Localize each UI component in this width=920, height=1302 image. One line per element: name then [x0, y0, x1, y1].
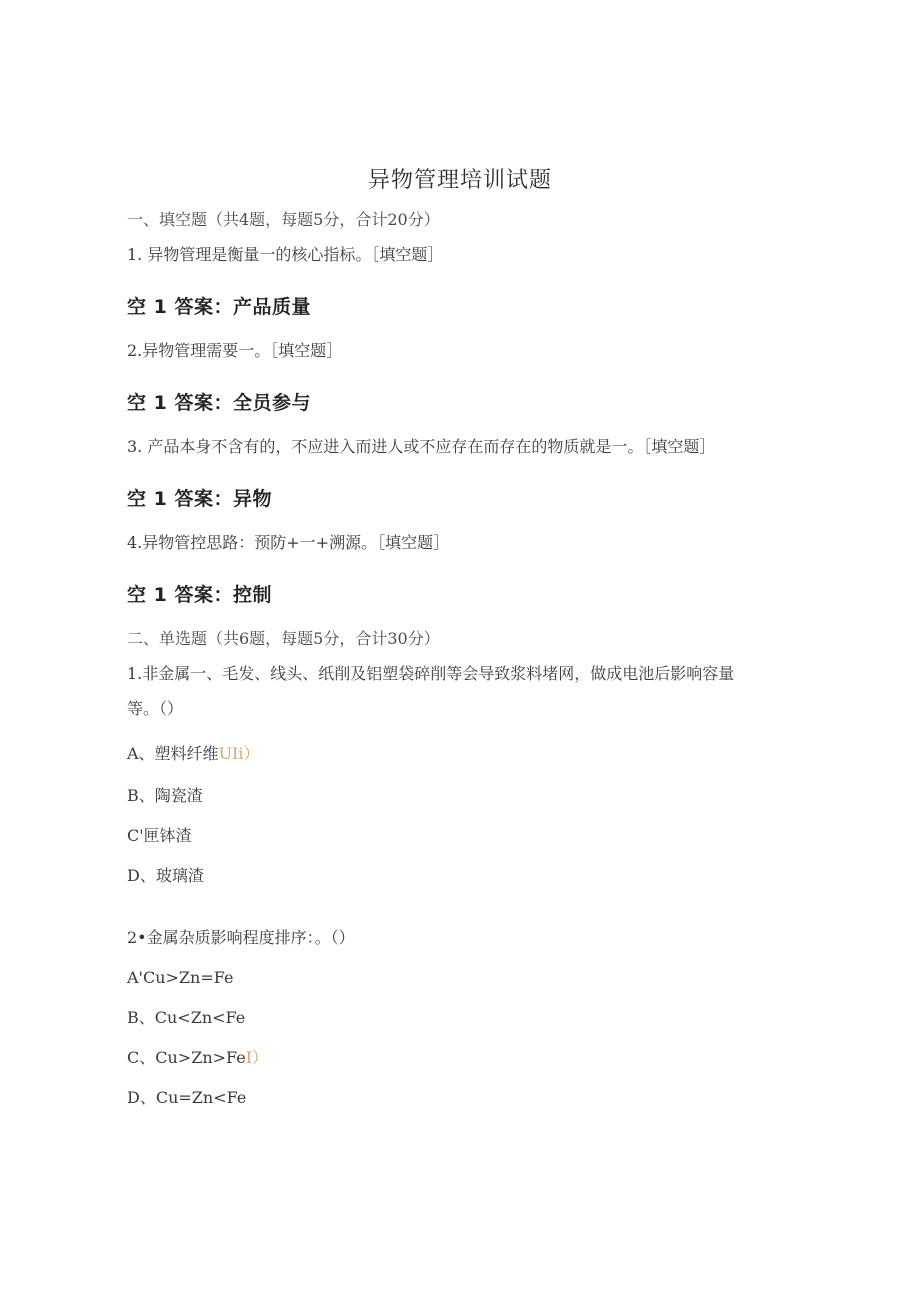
fill-answer-4: 空 1 答案：控制	[127, 584, 272, 606]
option-text: A'Cu>Zn=Fe	[127, 968, 234, 987]
option-text: C、Cu>Zn>Fe	[127, 1048, 246, 1067]
option-text: D、玻璃渣	[127, 866, 204, 885]
choice-2-option-a[interactable]	[127, 968, 233, 987]
option-text: A、塑料纤维	[127, 744, 219, 763]
fill-question-2: 2.异物管理需要一。［填空题］	[127, 341, 343, 360]
fill-question-1: 1. 异物管理是衡量一的核心指标。［填空题］	[127, 245, 444, 264]
choice-1-option-b[interactable]	[127, 783, 203, 806]
section-heading-single-choice: 二、单选题（共6题，每题5分，合计30分）	[127, 629, 440, 648]
option-stray-mark: I）	[245, 1048, 269, 1067]
choice-1-option-c[interactable]	[127, 823, 192, 846]
choice-1-option-a[interactable]	[127, 741, 260, 764]
fill-answer-3: 空 1 答案：异物	[127, 488, 272, 510]
choice-1-option-d[interactable]	[127, 863, 204, 886]
choice-question-2: 2•金属杂质影响程度排序：。（）	[127, 928, 355, 947]
option-text: B、Cu<Zn<Fe	[127, 1008, 246, 1027]
choice-2-option-d[interactable]	[127, 1085, 246, 1108]
choice-question-1-line-2: 等。（）	[127, 699, 184, 718]
fill-question-4: 4.异物管控思路：预防+一+溯源。［填空题］	[127, 533, 450, 552]
fill-answer-1: 空 1 答案：产品质量	[127, 296, 311, 318]
section-heading-fill-in: 一、填空题（共4题，每题5分，合计20分）	[127, 210, 440, 229]
fill-question-3: 3. 产品本身不含有的，不应进入而进人或不应存在而存在的物质就是一。［填空题］	[127, 437, 716, 456]
option-text: B、陶瓷渣	[127, 786, 203, 805]
choice-question-1-line-1: 1.非金属一、毛发、线头、纸削及铝塑袋碎削等会导致浆料堵网，做成电池后影响容量	[127, 664, 735, 683]
option-text: C'匣钵渣	[127, 826, 192, 845]
choice-2-option-b[interactable]	[127, 1005, 245, 1028]
fill-answer-2: 空 1 答案：全员参与	[127, 392, 311, 414]
choice-2-option-c[interactable]	[127, 1045, 268, 1068]
page-title: 异物管理培训试题	[367, 168, 552, 193]
option-text: D、Cu=Zn<Fe	[127, 1088, 247, 1107]
option-stray-mark: UIi）	[218, 744, 260, 763]
